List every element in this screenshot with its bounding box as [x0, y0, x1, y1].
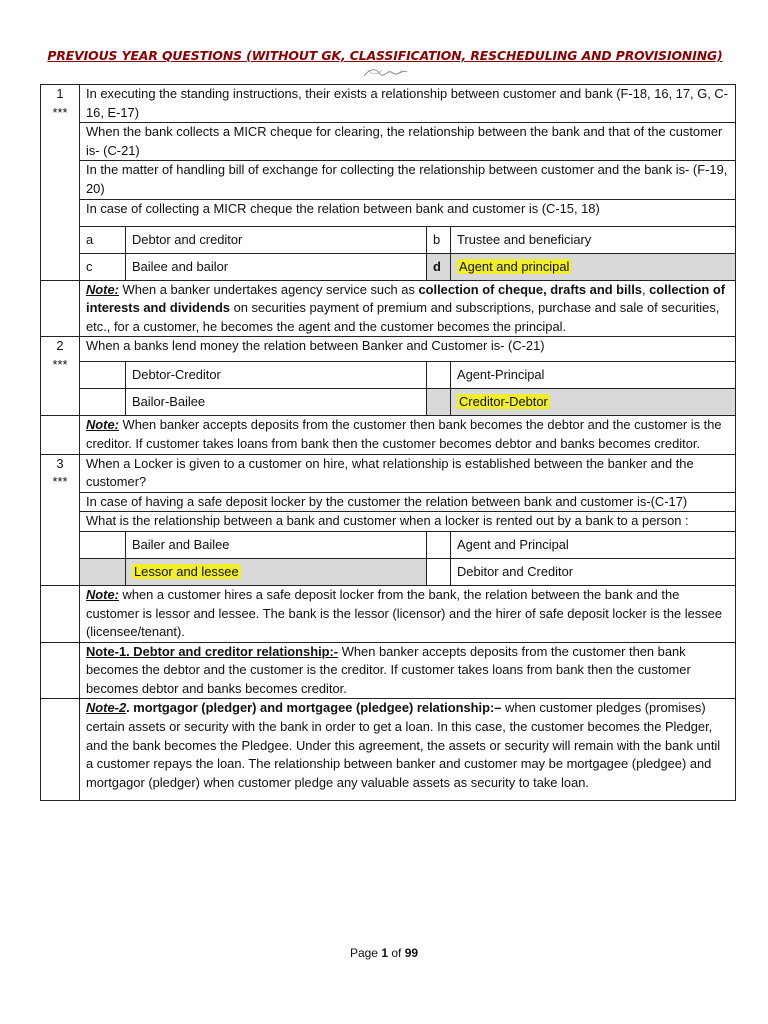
note: [80, 585, 736, 642]
importance-stars: ***: [52, 356, 68, 372]
option-text: Debtor and creditor: [126, 226, 427, 253]
answer-highlight: Creditor-Debtor: [459, 394, 548, 410]
note-label: Note:: [86, 281, 119, 297]
option-text: Agent-Principal: [451, 362, 736, 389]
note: [80, 280, 736, 337]
note-text: on securities payment of premium and subscriptions, purchase and sale of securities, etc., for a customer, he becomes the agent and the customer becomes the principal.: [86, 300, 720, 334]
note-text: When a banker undertakes agency service such as: [118, 281, 419, 297]
option-text: Debtor-Creditor: [126, 362, 427, 389]
option-letter: a: [80, 226, 126, 253]
of-word: of: [388, 946, 405, 960]
correct-answer: [451, 389, 736, 416]
note-bold: collection of interests and dividends: [86, 281, 726, 316]
note-bold: . mortgagor (pledger) and mortgagee (pledgee) relationship:–: [126, 700, 502, 716]
questions-table: [40, 84, 736, 801]
option-letter: c: [80, 253, 126, 280]
note-bold: collection of cheque, drafts and bills: [418, 281, 642, 297]
question-text: In executing the standing instructions, their exists a relationship between customer and bank (F-18, 16, 17, G, C-16, E-17): [80, 85, 736, 123]
note-text: when a customer hires a safe deposit locker from the bank, the relation between the bank and the customer is lessor and lessee. The bank is the lessor (licensor) and the hirer of safe deposit locker is the lessee (licensee/tenant).: [86, 586, 723, 640]
page-number: 1: [381, 946, 388, 960]
empty-cell: [427, 558, 451, 585]
page-heading: PREVIOUS YEAR QUESTIONS (WITHOUT GK, CLASSIFICATION, RESCHEDULING AND PROVISIONING): [47, 48, 723, 63]
option-text: Agent and Principal: [451, 531, 736, 558]
question-text: When a banks lend money the relation between Banker and Customer is- (C-21): [80, 337, 736, 362]
note: [80, 416, 736, 454]
question-number: [41, 337, 80, 416]
note-text: when customer pledges (promises) certain assets or security with the bank in order to get a loan. In this case, the customer becomes the Pledger, and the bank becomes the Pledgee. Under this agreement, the assets or security will remain with the bank until a customer repays the loan. The relationship between banker and customer may be mortgagee (pledgee) and mortgagor (pledger) when customer pledge any valuable assets as security to take loan.: [86, 700, 721, 790]
empty-cell: [41, 280, 80, 337]
option-letter: d: [427, 253, 451, 280]
empty-cell: [41, 642, 80, 699]
question-number: [41, 454, 80, 585]
question-1-row: [41, 85, 736, 123]
option-letter: b: [427, 226, 451, 253]
question-text: When a Locker is given to a customer on hire, what relationship is established between the banker and the customer?: [80, 454, 736, 492]
question-3-row: [41, 454, 736, 492]
page-footer: [0, 946, 768, 960]
option-text: Bailor-Bailee: [126, 389, 427, 416]
option-text: Trustee and beneficiary: [451, 226, 736, 253]
decorative-flourish-icon: [360, 66, 410, 80]
correct-answer: [451, 253, 736, 280]
importance-stars: ***: [52, 474, 68, 490]
empty-cell: [80, 531, 126, 558]
question-2-row: [41, 337, 736, 362]
question-text: When the bank collects a MICR cheque for clearing, the relationship between the bank and that of the customer is- (C-21): [80, 123, 736, 161]
note-2: [80, 699, 736, 801]
question-number-value: 3: [56, 455, 64, 471]
empty-cell: [80, 389, 126, 416]
note-text: When banker accepts deposits from the customer then bank becomes the debtor and the customer is the creditor. If customer takes loans from bank then the customer becomes debtor and banks becomes creditor.: [86, 417, 722, 451]
note-label: Note:: [86, 417, 119, 433]
note-1: [80, 642, 736, 699]
answer-highlight: Agent and principal: [459, 258, 570, 274]
importance-stars: ***: [52, 104, 68, 120]
question-text: In case of collecting a MICR cheque the relation between bank and customer is (C-15, 18): [80, 199, 736, 226]
empty-cell: [427, 389, 451, 416]
question-number: [41, 85, 80, 281]
question-text: In case of having a safe deposit locker by the customer the relation between bank and customer is-(C-17): [80, 492, 736, 512]
question-text: In the matter of handling bill of exchange for collecting the relationship between customer and the bank is- (F-19, 20): [80, 161, 736, 199]
note-label: Note:: [86, 586, 119, 602]
empty-cell: [427, 531, 451, 558]
page-word: Page: [349, 946, 382, 960]
empty-cell: [80, 362, 126, 389]
question-number-value: 1: [56, 86, 64, 101]
option-text: Bailee and bailor: [126, 253, 427, 280]
option-text: Bailer and Bailee: [126, 531, 427, 558]
empty-cell: [41, 416, 80, 454]
option-text: Debitor and Creditor: [451, 558, 736, 585]
note-label: Note-1. Debtor and creditor relationship:-: [86, 643, 339, 659]
note-text: ,: [641, 281, 650, 297]
question-text: What is the relationship between a bank and customer when a locker is rented out by a bank to a person :: [80, 512, 736, 532]
page-total: 99: [404, 946, 419, 960]
answer-highlight: Lessor and lessee: [134, 563, 239, 579]
empty-cell: [41, 699, 80, 801]
empty-cell: [427, 362, 451, 389]
note-text: When banker accepts deposits from the customer then bank becomes the debtor and the customer is the creditor. If customer takes loans from bank then the customer becomes debtor and banks becomes creditor.: [86, 643, 691, 696]
question-number-value: 2: [56, 338, 64, 354]
empty-cell: [80, 558, 126, 585]
note-label: Note-2: [86, 700, 127, 716]
empty-cell: [41, 585, 80, 642]
correct-answer: [126, 558, 427, 585]
